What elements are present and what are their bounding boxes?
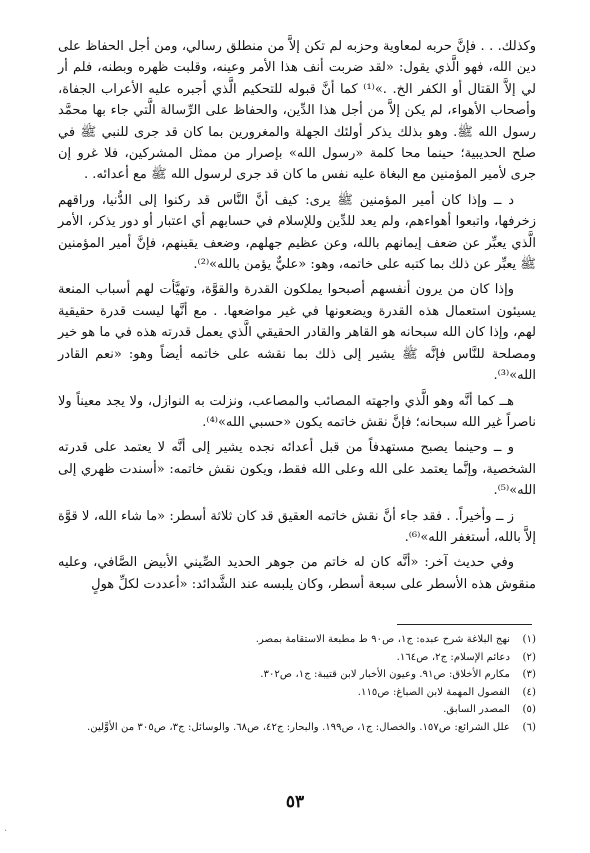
footnote-number: (٢): [522, 651, 536, 663]
body-text: [58, 36, 536, 599]
footnote-text: دعائم الإسلام: ج٢، ص١٦٤.: [396, 651, 510, 663]
footnote-text: نهج البلاغة شرح عبده: ج١، ص٩٠ ط مطبعة الاستقامة بمصر.: [255, 634, 510, 645]
footnote-item: [58, 632, 536, 648]
footnote-number: (٦): [522, 721, 536, 733]
footnote-item: [58, 667, 536, 683]
paragraph-d: د ــ وإذا كان أمير المؤمنين ﷺ يرى: كيف أنَّ النَّاس قد ركنوا إلى الدُّنيا، وراقهم زخرفها، واتبعوا أهواءهم، ولم يعد للدِّين وللإسلام في حسابهم أي اعتبار أو دور يذكر، الأمر الَّذي يعبِّر عن ضعف إيمانهم بالله، وعن عظيم جهلهم، وضعف يقينهم، فإنَّ أمير المؤمنين ﷺ يعبِّر عن ذلك بما كتبه على خاتمه، وهو: «عليٌّ يؤمن بالله»⁽²⁾.: [58, 192, 536, 273]
paragraph-z: ز ــ وأخيراً. . فقد جاء أنَّ نقش خاتمه العقيق قد كان ثلاثة أسطر: «ما شاء الله، لا قوَّة إلاَّ بالله، أستغفر الله»⁽⁶⁾.: [58, 508, 536, 545]
footnote-separator: [397, 624, 532, 625]
footnote-item: [58, 650, 536, 666]
page-number: ٥٣: [285, 792, 305, 812]
footnote-item: [58, 702, 536, 718]
scan-edge-mark: ·: [4, 826, 8, 837]
paragraph-h: هــ كما أنَّه وهو الَّذي واجهته المصائب والمصاعب، ونزلت به النوازل، ولا يجد معيناً ولا ناصراً غير الله سبحانه؛ فإنَّ نقش خاتمه يكون «حسبي الله»⁽⁴⁾.: [58, 393, 536, 430]
footnote-item: [58, 720, 536, 736]
footnote-number: (٣): [522, 669, 536, 681]
paragraph-intro: وكذلك. . . فإنَّ حربه لمعاوية وحزبه لم تكن إلاَّ من منطلق رسالي، ومن أجل الحفاظ على دين الله، فهو الَّذي يقول: «لقد ضربت أنف هذا الأمر وعينه، وقلبت ظهره وبطنه، فلم أر لي إلاَّ القتال أو الكفر الخ. .»⁽¹⁾ كما أنَّ قبوله للتحكيم الَّذي أجبره عليه الأعراب الجفاة، وأصحاب الأهواء، لم يكن إلاَّ من أجل هذا الدِّين، والحفاظ على الرِّسالة الَّتي جاء بها محمَّد رسول الله ﷺ. وهو بذلك يذكر أولئك الجهلة والمغرورين بما كان قد جرى للنبي ﷺ في صلح الحديبية؛ حينما محا كلمة «رسول الله» بإصرار من ممثل المشركين، فلا غرو إن جرى لأمير المؤمنين مع البغاة عليه نفس ما كان قد جرى لرسول الله ﷺ مع أعدائه. .: [58, 39, 536, 183]
footnote-text: علل الشرائع: ص١٥٧. والخصال: ج١، ص١٩٩. والبحار: ج٤٢، ص٦٨. والوسائل: ج٣، ص٣٠٥ من الأوَّلين.: [86, 721, 510, 733]
paragraph-another-hadith: وفي حديث آخر: «أنَّه كان له خاتم من جوهر الحديد الصِّيني الأبيض الصَّافي، وعليه منقوش هذه الأسطر على سبعة أسطر، وكان يلبسه عند الشَّدائد: «أعددت لكلِّ هولٍ: [58, 555, 536, 592]
footnote-text: المصدر السابق.: [443, 704, 510, 716]
footnote-number: (٤): [522, 686, 536, 698]
footnote-number: (١): [522, 634, 536, 645]
footnote-number: (٥): [522, 704, 536, 716]
footnote-text: الفصول المهمة لابن الصباغ: ص١١٥.: [357, 686, 510, 698]
footnote-item: [58, 685, 536, 701]
paragraph-w: و ــ وحينما يصبح مستهدفاً من قبل أعدائه نجده يشير إلى أنَّه لا يعتمد على قدرته الشخصية، وإنَّما يعتمد على الله وعلى الله فقط، ويكون نقش خاتمه: «أسندت ظهري إلى الله»⁽⁵⁾.: [58, 440, 536, 499]
paragraph-power: وإذا كان من يرون أنفسهم أصبحوا يملكون القدرة والقوَّة، وتهيَّأت لهم أسباب المنعة يسيئون استعمال هذه القدرة ويضعونها في غير مواضعها. . مع أنَّها ليست قدرة حقيقية لهم، وإذا كان الله سبحانه هو القاهر والقادر الحقيقي الَّذي يعمل قدرته هذه في ما هو خير ومصلحة للنَّاس فإنَّه ﷺ يشير إلى ذلك بما نقشه على خاتمه أيضاً وهو: «نعم القادر الله»⁽³⁾.: [58, 282, 536, 384]
footnote-text: مكارم الأخلاق: ص٩١. وعيون الأخبار لابن قتيبة: ج١، ص٣٠٢.: [260, 669, 510, 681]
footnotes: [58, 632, 536, 738]
